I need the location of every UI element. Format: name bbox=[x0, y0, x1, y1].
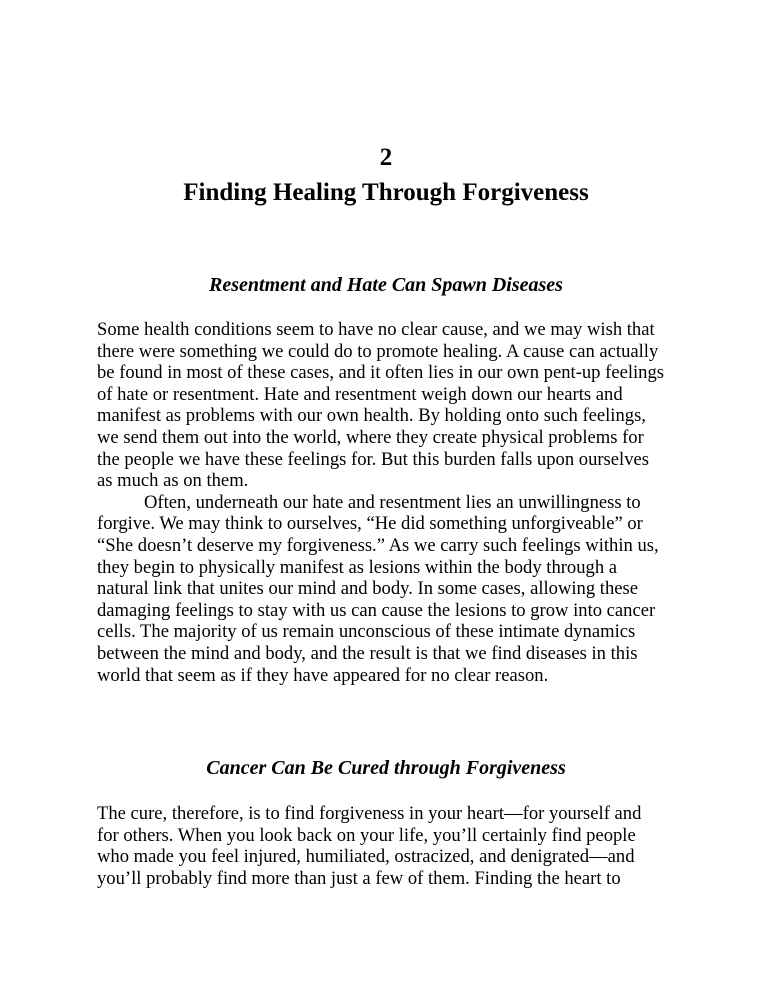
section-heading-cancer: Cancer Can Be Cured through Forgiveness bbox=[206, 757, 566, 779]
paragraph-line: be found in most of these cases, and it often lies in our own pent-up feelings bbox=[97, 362, 664, 384]
paragraph-line: we send them out into the world, where they create physical problems for bbox=[97, 426, 644, 448]
section-body-cancer bbox=[97, 803, 717, 889]
section-body-resentment bbox=[97, 319, 717, 686]
section-heading-resentment: Resentment and Hate Can Spawn Diseases bbox=[209, 274, 563, 296]
paragraph-line: The cure, therefore, is to find forgiveness in your heart—for yourself and bbox=[97, 803, 642, 824]
paragraph-line: forgive. We may think to ourselves, “He did something unforgiveable” or bbox=[97, 513, 643, 535]
chapter-title: Finding Healing Through Forgiveness bbox=[183, 179, 589, 206]
chapter-number: 2 bbox=[379, 144, 393, 171]
paragraph-line: Often, underneath our hate and resentment lies an unwillingness to bbox=[144, 491, 641, 513]
paragraph-line: the people we have these feelings for. But this burden falls upon ourselves bbox=[97, 448, 649, 470]
paragraph-line: between the mind and body, and the result is that we find diseases in this bbox=[97, 642, 638, 664]
paragraph-line: world that seem as if they have appeared for no clear reason. bbox=[97, 664, 549, 686]
paragraph-line: who made you feel injured, humiliated, ostracized, and denigrated—and bbox=[97, 846, 635, 868]
paragraph-line: as much as on them. bbox=[97, 470, 249, 492]
paragraph-line: there were something we could do to promote healing. A cause can actually bbox=[97, 340, 659, 362]
paragraph-line: Some health conditions seem to have no clear cause, and we may wish that bbox=[97, 319, 655, 340]
paragraph-line: damaging feelings to stay with us can cause the lesions to grow into cancer bbox=[97, 599, 656, 621]
paragraph-line: you’ll probably find more than just a few of them. Finding the heart to bbox=[97, 867, 621, 889]
paragraph-line: of hate or resentment. Hate and resentment weigh down our hearts and bbox=[97, 383, 623, 405]
paragraph-line: they begin to physically manifest as lesions within the body through a bbox=[97, 556, 618, 578]
paragraph-line: manifest as problems with our own health. By holding onto such feelings, bbox=[97, 405, 646, 427]
paragraph-line: cells. The majority of us remain unconscious of these intimate dynamics bbox=[97, 621, 636, 643]
paragraph-line: for others. When you look back on your life, you’ll certainly find people bbox=[97, 824, 636, 846]
paragraph-line: “She doesn’t deserve my forgiveness.” As we carry such feelings within us, bbox=[97, 534, 659, 556]
paragraph-line: natural link that unites our mind and body. In some cases, allowing these bbox=[97, 578, 638, 600]
